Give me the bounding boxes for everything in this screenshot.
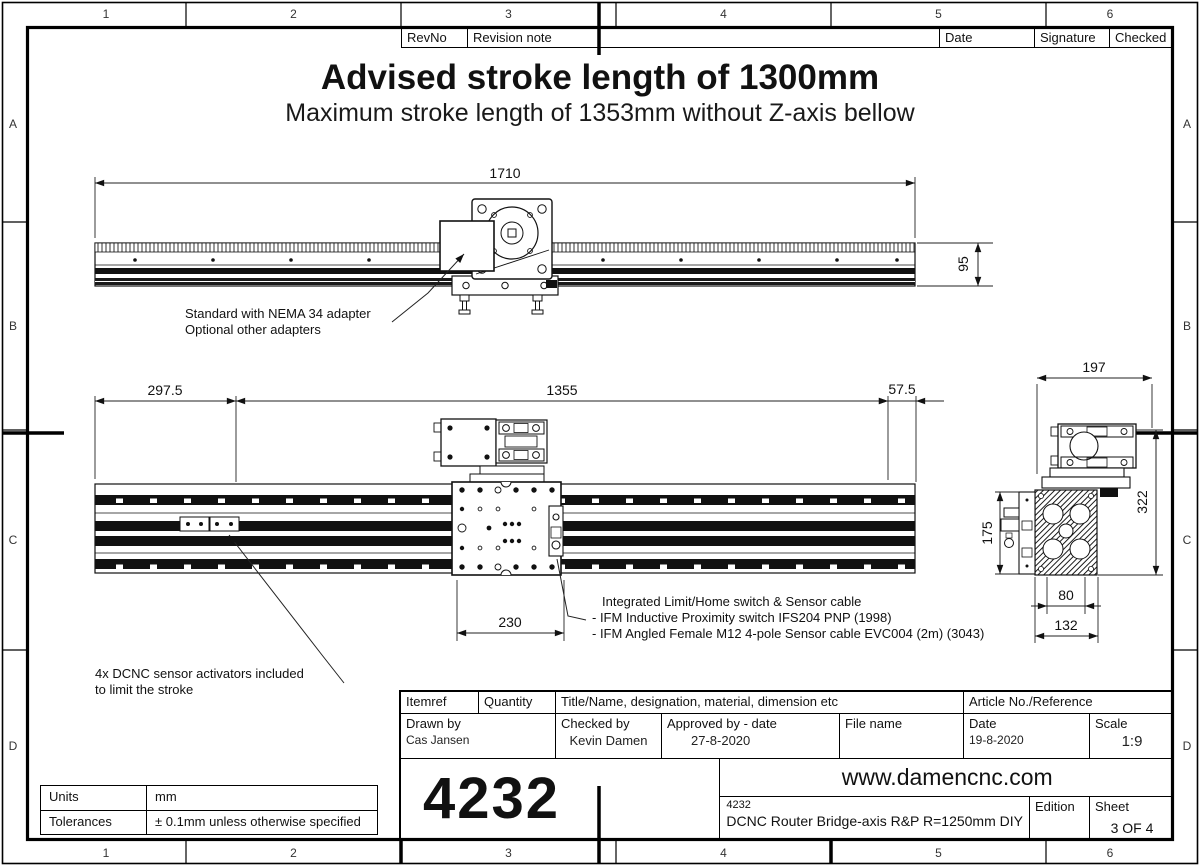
- mounting-feet: [459, 295, 543, 314]
- rev-header-revno: RevNo: [401, 29, 467, 47]
- page-subtitle: Maximum stroke length of 1353mm without Z-axis bellow: [285, 99, 915, 127]
- rev-header-signature: Signature: [1034, 29, 1109, 47]
- grid-row-label: A: [8, 117, 17, 131]
- tb-article-label: Article No./Reference: [969, 694, 1093, 709]
- grid-row-label: D: [8, 738, 18, 753]
- tb-checked-by: Checked by Kevin Damen: [556, 714, 662, 758]
- dim-plan-carriage: 230: [498, 614, 522, 630]
- grid-col-label: 1: [102, 846, 110, 860]
- tb-file-name: File name: [840, 714, 964, 758]
- side-view: [1001, 424, 1136, 575]
- units-value: mm: [155, 789, 177, 804]
- tb-approved-by: Approved by - date 27-8-2020: [662, 714, 840, 758]
- nema34-adapter: [440, 221, 494, 271]
- grid-row-label: D: [1182, 738, 1192, 753]
- rev-header-checked: Checked: [1109, 29, 1174, 47]
- grid-row-label: C: [8, 533, 18, 547]
- dim-plan-right: 57.5: [888, 381, 916, 397]
- dim-side-plate: 175: [979, 521, 995, 545]
- grid-col-label: 4: [720, 7, 727, 21]
- grid-col-label: 5: [935, 7, 942, 21]
- grid-col-label: 2: [290, 7, 297, 21]
- side-mounting-plate: [1019, 492, 1035, 574]
- grid-col-label: 1: [102, 7, 110, 21]
- units-tolerances-table: [40, 785, 378, 835]
- grid-col-label: 2: [290, 846, 297, 860]
- dim-side-inner: 80: [1058, 587, 1074, 603]
- tb-title-label: Title/Name, designation, material, dimension etc: [556, 692, 964, 713]
- page-title: Advised stroke length of 1300mm: [320, 58, 880, 97]
- grid-col-label: 6: [1106, 7, 1114, 21]
- dim-plan-stroke: 1355: [546, 382, 578, 398]
- revision-table: [401, 29, 1174, 48]
- sensor-activator-plates: [180, 517, 239, 531]
- tolerances-label: Tolerances: [41, 811, 147, 834]
- brand-mark: [546, 280, 557, 288]
- tb-drawn-by: Drawn by Cas Jansen: [401, 714, 556, 758]
- tb-drawing-number: 4232: [401, 759, 720, 838]
- limit-switch-bracket: [549, 506, 563, 556]
- grid-col-label: 6: [1106, 846, 1114, 860]
- note-sensor-activators: 4x DCNC sensor activators included to limit the stroke: [95, 666, 304, 697]
- grid-col-label: 3: [505, 7, 512, 21]
- front-view-drive-unit: [440, 199, 558, 314]
- title-block: [399, 690, 1174, 838]
- grid-col-label: 5: [935, 846, 942, 860]
- tb-sheet: Sheet 3 OF 4: [1095, 799, 1154, 836]
- dim-front-height: 95: [955, 256, 971, 272]
- dim-side-outer: 132: [1054, 617, 1078, 633]
- grid-row-label: A: [1182, 117, 1191, 131]
- dim-plan-left: 297.5: [147, 382, 183, 398]
- extrusion-profile-section: [1035, 490, 1097, 575]
- units-label: Units: [41, 786, 147, 810]
- note-nema-adapter: Standard with NEMA 34 adapter Optional other adapters: [185, 306, 371, 337]
- dim-side-width: 197: [1082, 359, 1106, 375]
- proximity-switch-side: [1001, 508, 1019, 548]
- dim-front-length: 1710: [489, 165, 521, 181]
- grid-col-label: 3: [505, 846, 512, 860]
- carriage-plate: [452, 482, 561, 575]
- grid-row-label: C: [1182, 533, 1192, 547]
- motor-top-view: [434, 419, 547, 466]
- tolerances-value: ± 0.1mm unless otherwise specified: [155, 814, 361, 829]
- tb-description: 4232 DCNC Router Bridge-axis R&P R=1250mm DIY: [720, 797, 1030, 838]
- motor-side-view: [1051, 424, 1136, 468]
- rev-header-date: Date: [939, 29, 1034, 47]
- note-limit-switch: Integrated Limit/Home switch & Sensor cable - IFM Inductive Proximity switch IFS204 PNP (1998) - IFM Angled Female M12 4-pole Sensor cable EVC004 (2m) (3043): [592, 594, 985, 641]
- tb-itemref-label: Itemref: [401, 692, 479, 713]
- grid-row-label: B: [1182, 319, 1191, 333]
- plan-view-carriage: [434, 419, 563, 575]
- tb-website: www.damencnc.com: [720, 759, 1174, 797]
- tb-edition: Edition: [1030, 797, 1090, 838]
- tb-scale: Scale 1:9: [1095, 716, 1143, 750]
- grid-col-label: 4: [720, 846, 727, 860]
- tb-quantity-label: Quantity: [479, 692, 556, 713]
- grid-row-label: B: [8, 319, 17, 333]
- tb-date: Date 19-8-2020: [964, 714, 1090, 758]
- dim-side-height: 322: [1134, 490, 1150, 514]
- rev-header-note: Revision note: [467, 29, 939, 47]
